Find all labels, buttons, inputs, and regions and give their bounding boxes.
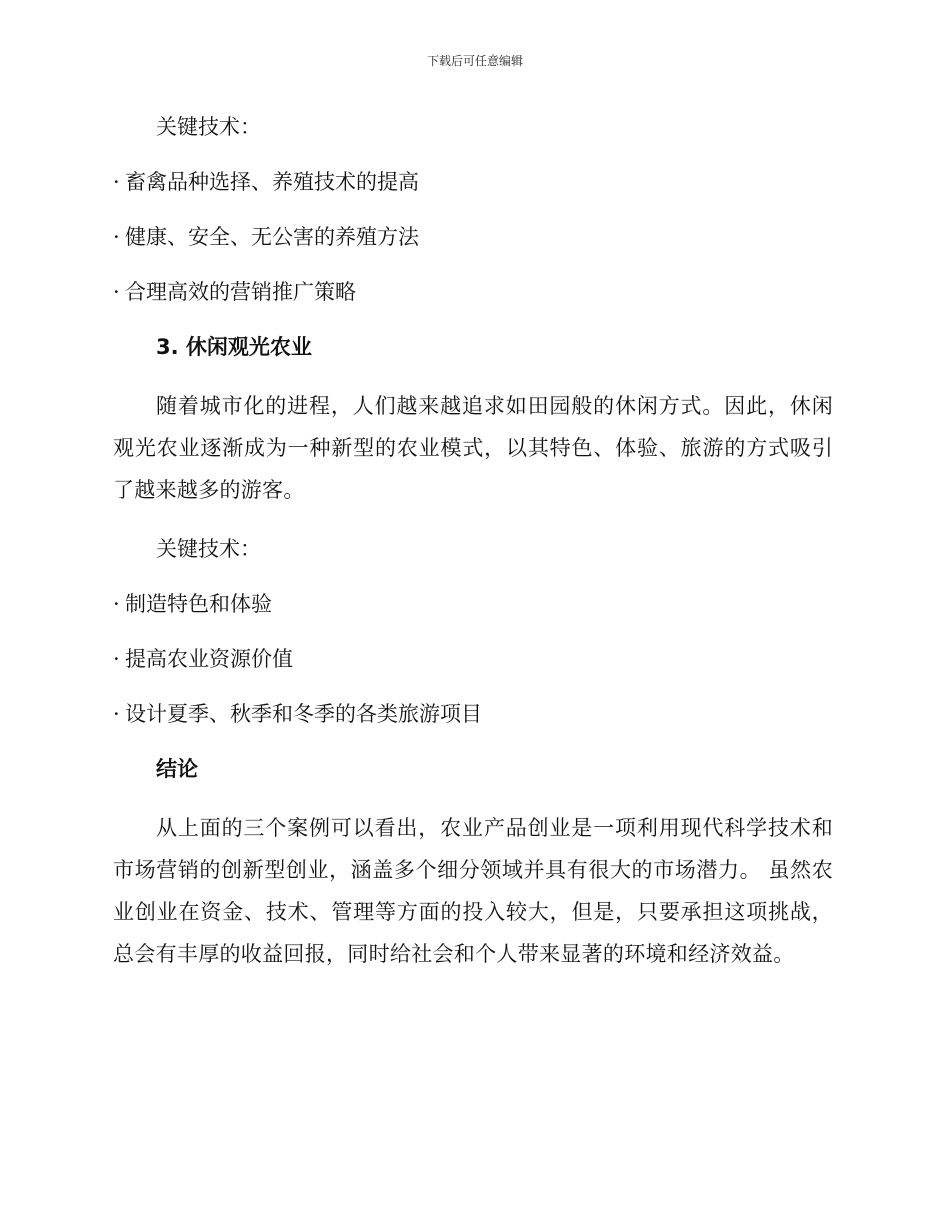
bullet-text: 合理高效的营销推广策略 [125, 280, 356, 304]
bullet-dot: · [113, 225, 120, 249]
bullet-dot: · [113, 170, 120, 194]
bullet-item [113, 220, 833, 254]
bullet-item [113, 275, 833, 309]
bullet-text: 健康、安全、无公害的养殖方法 [125, 225, 419, 249]
bullet-text: 设计夏季、秋季和冬季的各类旅游项目 [125, 702, 482, 726]
key-tech-label: 关键技术： [156, 537, 261, 561]
key-tech-label: 关键技术： [156, 115, 261, 139]
bullet-text: 制造特色和体验 [125, 592, 272, 616]
document-body [113, 110, 833, 996]
bullet-item [113, 587, 833, 621]
bullet-item [113, 165, 833, 199]
bullet-dot: · [113, 280, 120, 304]
paragraph-conclusion: 从上面的三个案例可以看出，农业产品创业是一项利用现代科学技术和市场营销的创新型创业，涵盖多个细分领域并具有很大的市场潜力。 虽然农业创业在资金、技术、管理等方面的投入较大，但是，只要承担这项挑战，总会有丰厚的收益回报，同时给社会和个人带来显著的环境和经济效益。 [113, 816, 833, 966]
bullet-dot: · [113, 647, 120, 671]
section-heading-conclusion: 结论 [156, 757, 198, 781]
page-header: 下载后可任意编辑 [426, 54, 523, 68]
bullet-text: 提高农业资源价值 [125, 647, 293, 671]
bullet-dot: · [113, 702, 120, 726]
paragraph-leisure: 随着城市化的进程，人们越来越追求如田园般的休闲方式。因此，休闲观光农业逐渐成为一种新型的农业模式，以其特色、体验、旅游的方式吸引了越来越多的游客。 [113, 394, 833, 502]
bullet-dot: · [113, 592, 120, 616]
bullet-item [113, 642, 833, 676]
bullet-text: 畜禽品种选择、养殖技术的提高 [125, 170, 419, 194]
section-heading-leisure: 3. 休闲观光农业 [156, 335, 312, 359]
bullet-item [113, 697, 833, 731]
